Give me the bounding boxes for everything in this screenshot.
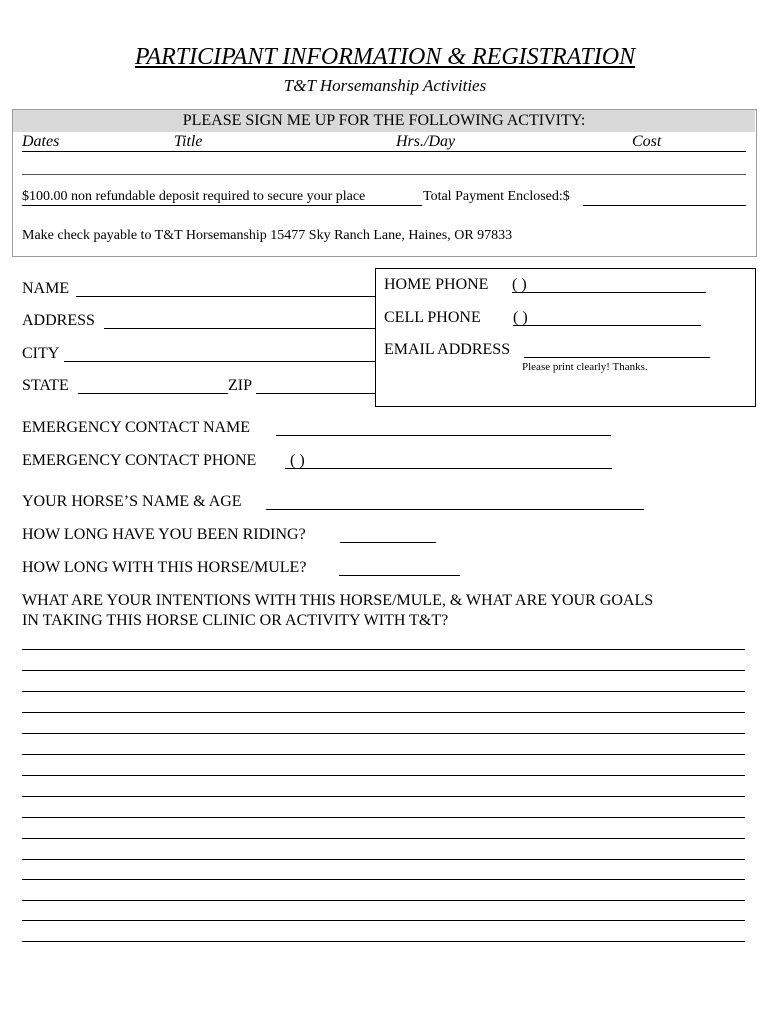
answer-line[interactable] [22, 691, 745, 692]
emergency-name-label: EMERGENCY CONTACT NAME [22, 419, 251, 436]
answer-line[interactable] [22, 879, 745, 880]
answer-line[interactable] [22, 900, 745, 901]
answer-line[interactable] [22, 796, 745, 797]
form-title: PARTICIPANT INFORMATION & REGISTRATION [134, 44, 636, 70]
answer-line[interactable] [22, 754, 745, 755]
check-payable-text: Make check payable to T&T Horsemanship 15477 Sky Ranch Lane, Haines, OR 97833 [22, 228, 513, 243]
cell-phone-label: CELL PHONE [384, 309, 481, 326]
answer-line[interactable] [22, 775, 745, 776]
state-field[interactable] [78, 393, 228, 394]
column-cost: Cost [632, 133, 662, 150]
deposit-text: $100.00 non refundable deposit required to secure your place [22, 189, 366, 204]
horse-name-age-field[interactable] [266, 509, 644, 510]
horse-name-age-label: YOUR HORSE’S NAME & AGE [22, 493, 242, 510]
email-field[interactable] [524, 357, 710, 358]
cell-phone-area-code: ( ) [513, 309, 528, 326]
intentions-question-line1: WHAT ARE YOUR INTENTIONS WITH THIS HORSE/MULE, & WHAT ARE YOUR GOALS [22, 592, 654, 609]
answer-line[interactable] [22, 920, 745, 921]
email-label: EMAIL ADDRESS [384, 341, 511, 358]
address-label: ADDRESS [22, 312, 95, 329]
home-phone-area-code: ( ) [512, 276, 527, 293]
deposit-underline [22, 205, 422, 206]
riding-duration-field[interactable] [340, 542, 436, 543]
answer-line[interactable] [22, 941, 745, 942]
zip-field[interactable] [256, 393, 375, 394]
answer-line[interactable] [22, 670, 745, 671]
horse-duration-label: HOW LONG WITH THIS HORSE/MULE? [22, 559, 307, 576]
print-clearly-note: Please print clearly! Thanks. [522, 361, 648, 373]
activity-signup-header: PLEASE SIGN ME UP FOR THE FOLLOWING ACTIVITY: [13, 110, 755, 132]
answer-line[interactable] [22, 838, 745, 839]
emergency-name-field[interactable] [276, 435, 611, 436]
answer-line[interactable] [22, 859, 745, 860]
zip-label: ZIP [228, 377, 252, 394]
column-title: Title [174, 133, 203, 150]
state-label: STATE [22, 377, 69, 394]
activity-entry-line[interactable] [22, 151, 746, 152]
column-dates: Dates [22, 133, 60, 150]
riding-duration-label: HOW LONG HAVE YOU BEEN RIDING? [22, 526, 306, 543]
column-hrs-day: Hrs./Day [396, 133, 456, 150]
answer-line[interactable] [22, 817, 745, 818]
payment-label: Total Payment Enclosed:$ [423, 189, 570, 204]
address-field[interactable] [104, 328, 375, 329]
cell-phone-field[interactable] [513, 325, 701, 326]
emergency-phone-field[interactable] [285, 468, 612, 469]
home-phone-label: HOME PHONE [384, 276, 489, 293]
city-field[interactable] [64, 361, 375, 362]
activity-entry-line-2[interactable] [22, 174, 746, 175]
emergency-phone-area-code: ( ) [290, 452, 305, 469]
name-label: NAME [22, 280, 70, 297]
city-label: CITY [22, 345, 60, 362]
payment-amount-field[interactable] [583, 205, 746, 206]
intentions-question-line2: IN TAKING THIS HORSE CLINIC OR ACTIVITY WITH T&T? [22, 612, 449, 629]
home-phone-field[interactable] [512, 292, 706, 293]
form-subtitle: T&T Horsemanship Activities [283, 76, 487, 95]
horse-duration-field[interactable] [339, 575, 460, 576]
emergency-phone-label: EMERGENCY CONTACT PHONE [22, 452, 257, 469]
answer-line[interactable] [22, 712, 745, 713]
answer-line[interactable] [22, 733, 745, 734]
name-field[interactable] [76, 296, 375, 297]
answer-line[interactable] [22, 649, 745, 650]
